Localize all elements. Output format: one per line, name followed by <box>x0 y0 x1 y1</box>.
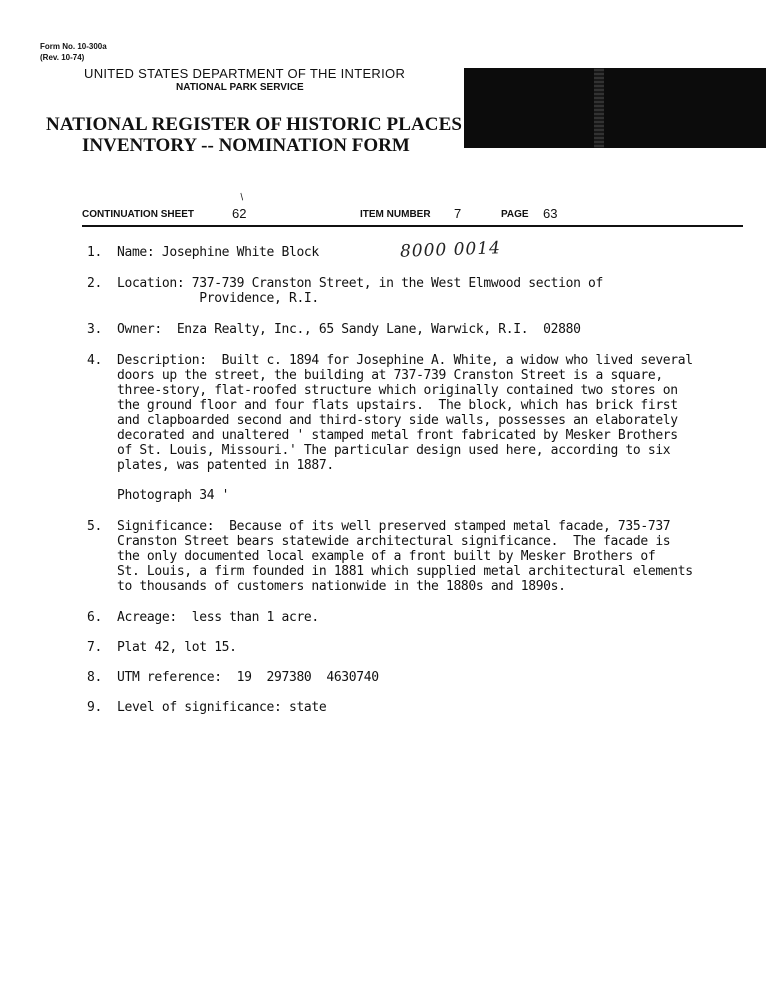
item-text-line: to thousands of customers nationwide in the 1880s and 1890s. <box>117 579 566 594</box>
continuation-sheet-label: CONTINUATION SHEET <box>82 209 195 220</box>
item-text-line: Plat 42, lot 15. <box>117 640 237 655</box>
item-text-line: three-story, flat-roofed structure which originally contained two stores on <box>117 383 678 398</box>
item-text-line: the only documented local example of a front built by Mesker Brothers of <box>117 549 656 564</box>
photograph-reference: Photograph 34 ' <box>117 488 230 503</box>
item-text-line: and clapboarded second and third-story side walls, possesses an elaborately <box>117 413 678 428</box>
form-title-line1: NATIONAL REGISTER OF HISTORIC PLACES <box>46 114 463 135</box>
page-value: 63 <box>543 206 558 221</box>
item-text-line: Providence, R.I. <box>117 291 319 306</box>
item-number: 8. <box>87 670 102 685</box>
form-no-text: Form No. 10-300a <box>40 42 107 51</box>
page-label: PAGE <box>501 209 529 220</box>
item-text-line: Owner: Enza Realty, Inc., 65 Sandy Lane, Warwick, R.I. 02880 <box>117 322 581 337</box>
item-text-line: Cranston Street bears statewide architectural significance. The facade is <box>117 534 671 549</box>
item-text-line: Significance: Because of its well preserved stamped metal facade, 735-737 <box>117 519 671 534</box>
item-number: 7. <box>87 640 102 655</box>
item-text-line: the ground floor and four flats upstairs. The block, which has brick first <box>117 398 678 413</box>
form-rev-text: (Rev. 10-74) <box>40 53 85 62</box>
department-heading: UNITED STATES DEPARTMENT OF THE INTERIOR <box>84 66 406 81</box>
form-title-line2: INVENTORY -- NOMINATION FORM <box>82 135 410 156</box>
item-text-line: Acreage: less than 1 acre. <box>117 610 319 625</box>
item-text-line: doors up the street, the building at 737-739 Cranston Street is a square, <box>117 368 663 383</box>
item-number-value: 7 <box>454 206 462 221</box>
item-text-line: Level of significance: state <box>117 700 327 715</box>
item-number: 9. <box>87 700 102 715</box>
pen-tick-mark: / <box>238 192 247 203</box>
header-rule <box>82 225 743 227</box>
item-text-line: St. Louis, a firm founded in 1881 which supplied metal architectural elements <box>117 564 693 579</box>
item-text-line: Name: Josephine White Block <box>117 245 319 260</box>
redacted-stamp-box <box>464 68 766 148</box>
item-text-line: Location: 737-739 Cranston Street, in the West Elmwood section of <box>117 276 603 291</box>
item-text-line: of St. Louis, Missouri.' The particular design used here, according to six <box>117 443 671 458</box>
item-number: 5. <box>87 519 102 534</box>
item-text-line: UTM reference: 19 297380 4630740 <box>117 670 379 685</box>
item-number: 1. <box>87 245 102 260</box>
item-number: 4. <box>87 353 102 368</box>
item-text-line: plates, was patented in 1887. <box>117 458 334 473</box>
service-heading: NATIONAL PARK SERVICE <box>176 82 304 93</box>
item-number: 3. <box>87 322 102 337</box>
item-text-line: decorated and unaltered ' stamped metal front fabricated by Mesker Brothers <box>117 428 678 443</box>
item-number: 2. <box>87 276 102 291</box>
handwritten-reference: 8000 0014 <box>399 238 502 262</box>
item-number-label: ITEM NUMBER <box>360 209 431 220</box>
form-number <box>40 41 107 63</box>
item-text-line: Description: Built c. 1894 for Josephine A. White, a widow who lived several <box>117 353 693 368</box>
item-number: 6. <box>87 610 102 625</box>
continuation-sheet-value: 62 <box>232 206 247 221</box>
